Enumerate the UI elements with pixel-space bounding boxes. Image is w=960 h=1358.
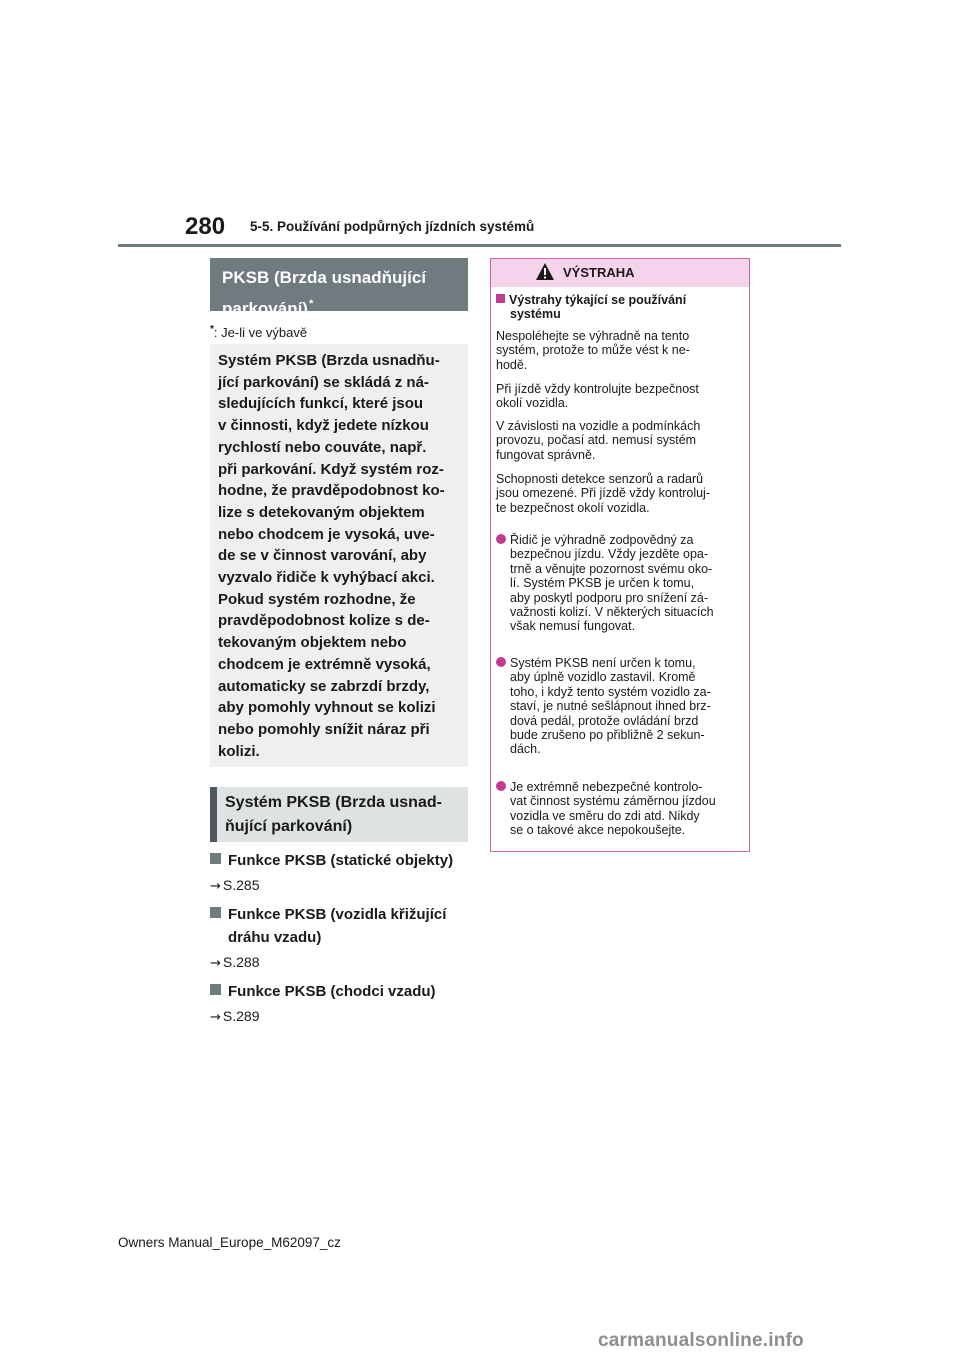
warning-triangle-icon bbox=[535, 262, 555, 282]
intro-line: automaticky se zabrzdí brzdy, bbox=[218, 677, 430, 695]
intro-line: hodne, že pravděpodobnost ko- bbox=[218, 482, 445, 500]
page-reference[interactable]: → S.288 bbox=[210, 954, 260, 971]
heading-pksb-text: PKSB (Brzda usnadňující parkování) bbox=[222, 268, 427, 318]
square-bullet-icon bbox=[210, 984, 221, 995]
intro-line: rychlostí nebo couváte, např. bbox=[218, 438, 427, 456]
heading-line: Systém PKSB (Brzda usnad- bbox=[225, 794, 442, 811]
intro-line: tekovaným objektem nebo bbox=[218, 634, 407, 652]
intro-line: v činnosti, když jedete nízkou bbox=[218, 417, 429, 435]
footnote bbox=[210, 324, 307, 340]
warning-bullet: Řidič je výhradně zodpovědný za bezpečnou jízdu. Vždy jezděte opa- trně a věnujte pozornost svému oko- lí. Systém PKSB je určen k tomu, aby poskytl podporu pro snížení zá- važnosti kolizí. V některých situacích však nemusí fungovat. bbox=[496, 533, 746, 634]
bullet-dot-icon bbox=[496, 534, 506, 544]
footnote-text: : Je-li ve výbavě bbox=[213, 325, 308, 340]
heading-pksb-system bbox=[210, 787, 468, 842]
warning-bullet: Systém PKSB není určen k tomu, aby úplně vozidlo zastavil. Kromě toho, i když tento systém vozidlo za- staví, je nutné sešlápnout ihned brz- dová pedál, protože ovládání brzd bude zrušeno po přibližně 2 sekun- dách. bbox=[496, 656, 746, 757]
intro-line: aby pomohly vyhnout se kolizi bbox=[218, 699, 436, 717]
warning-subheading: Výstrahy týkající se používání systému bbox=[496, 293, 746, 322]
intro-line: jící parkování) se skládá z ná- bbox=[218, 373, 429, 391]
intro-line: Systém PKSB (Brzda usnadňu- bbox=[218, 352, 440, 369]
footnote-mark: * bbox=[210, 324, 214, 335]
arrow-right-icon: → bbox=[210, 879, 221, 894]
intro-line: lize s detekovaným objektem bbox=[218, 503, 425, 521]
warning-bullet: Je extrémně nebezpečné kontrolo- vat činnost systému záměrnou jízdou vozidla ve směru do zdi atd. Nikdy se o takové akce nepokoušejte. bbox=[496, 780, 746, 838]
warning-box bbox=[490, 258, 750, 852]
intro-line: při parkování. Když systém roz- bbox=[218, 460, 444, 478]
warning-paragraph: Při jízdě vždy kontrolujte bezpečnost okolí vozidla. bbox=[496, 382, 699, 411]
footer-document-id: Owners Manual_Europe_M62097_cz bbox=[118, 1235, 341, 1250]
intro-line: de se v činnost varování, aby bbox=[218, 547, 427, 565]
arrow-right-icon: → bbox=[210, 1010, 221, 1025]
square-bullet-icon bbox=[496, 294, 505, 303]
header-divider bbox=[118, 244, 841, 247]
intro-line: nebo chodcem je vysoká, uve- bbox=[218, 525, 435, 543]
intro-box bbox=[210, 344, 468, 767]
warning-paragraph: Schopnosti detekce senzorů a radarů jsou omezené. Při jízdě vždy kontroluj- te bezpečnost okolí vozidla. bbox=[496, 472, 710, 515]
intro-line: nebo pomohly snížit náraz při bbox=[218, 720, 430, 738]
warning-title: VÝSTRAHA bbox=[563, 265, 635, 280]
intro-line: chodcem je extrémně vysoká, bbox=[218, 655, 431, 673]
intro-line: kolizi. bbox=[218, 742, 260, 760]
warning-header bbox=[491, 259, 749, 287]
page-number: 280 bbox=[185, 213, 226, 240]
warning-paragraph: Nespoléhejte se výhradně na tento systém, protože to může vést k ne- hodě. bbox=[496, 329, 690, 372]
function-pedestrians: Funkce PKSB (chodci vzadu) bbox=[210, 980, 468, 1003]
warning-paragraph: V závislosti na vozidle a podmínkách provozu, počasí atd. nemusí systém fungovat správně. bbox=[496, 419, 701, 462]
heading-pksb bbox=[210, 258, 468, 318]
intro-line: pravděpodobnost kolize s de- bbox=[218, 612, 430, 630]
intro-line: Pokud systém rozhodne, že bbox=[218, 590, 416, 608]
function-cross-traffic: Funkce PKSB (vozidla křižující dráhu vzadu) bbox=[210, 903, 468, 949]
intro-line: sledujících funkcí, které jsou bbox=[218, 395, 424, 413]
watermark: carmanualsonline.info bbox=[598, 1330, 804, 1351]
function-static-objects: Funkce PKSB (statické objekty) bbox=[210, 849, 468, 872]
arrow-right-icon: → bbox=[210, 956, 221, 971]
bullet-dot-icon bbox=[496, 781, 506, 791]
square-bullet-icon bbox=[210, 853, 221, 864]
intro-line: vyzvalo řidiče k vyhýbací akci. bbox=[218, 569, 435, 587]
heading-footnote-mark: * bbox=[308, 298, 314, 310]
heading-line: ňující parkování) bbox=[225, 818, 353, 835]
square-bullet-icon bbox=[210, 907, 221, 918]
page-reference[interactable]: → S.289 bbox=[210, 1008, 260, 1025]
section-title: 5-5. Používání podpůrných jízdních systémů bbox=[250, 219, 535, 234]
page-reference[interactable]: → S.285 bbox=[210, 877, 260, 894]
bullet-dot-icon bbox=[496, 657, 506, 667]
